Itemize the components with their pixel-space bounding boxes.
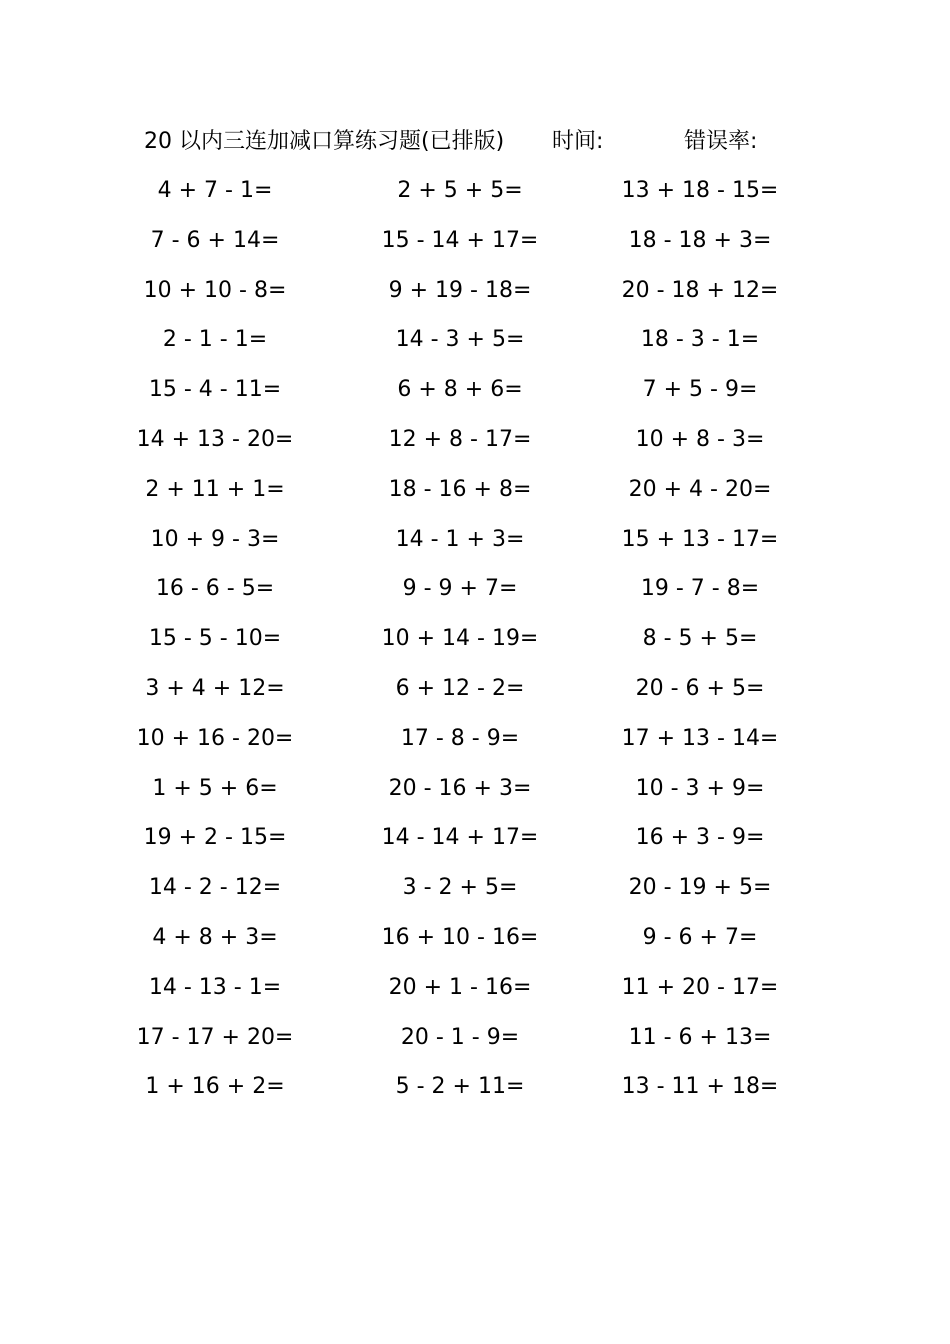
problem-item: 20 - 1 - 9= (400, 1024, 520, 1050)
problem-row (0, 270, 950, 320)
problem-row (0, 469, 950, 519)
problem-item: 7 - 6 + 14= (150, 227, 280, 253)
problem-item: 2 + 11 + 1= (145, 476, 285, 502)
problem-row (0, 1066, 950, 1116)
problem-row (0, 817, 950, 867)
problem-item: 15 - 5 - 10= (148, 626, 282, 652)
problem-item: 14 - 2 - 12= (148, 875, 282, 901)
problem-item: 20 - 19 + 5= (628, 875, 772, 901)
problem-item: 18 - 3 - 1= (640, 327, 760, 353)
problem-item: 11 + 20 - 17= (621, 974, 779, 1000)
problem-item: 16 + 3 - 9= (635, 825, 765, 851)
problem-row (0, 369, 950, 419)
problem-item: 12 + 8 - 17= (388, 426, 532, 452)
problem-item: 17 - 8 - 9= (400, 725, 520, 751)
problem-item: 10 - 3 + 9= (635, 775, 765, 801)
problem-item: 19 - 7 - 8= (640, 576, 760, 602)
problem-item: 14 - 3 + 5= (395, 327, 525, 353)
problem-row (0, 568, 950, 618)
problem-item: 13 + 18 - 15= (621, 178, 779, 203)
error-rate-label: 错误率: (684, 129, 758, 154)
worksheet-header (144, 124, 844, 160)
problem-item: 17 - 17 + 20= (136, 1024, 294, 1050)
problem-item: 17 + 13 - 14= (621, 725, 779, 751)
problem-item: 14 - 13 - 1= (148, 974, 282, 1000)
problem-item: 6 + 12 - 2= (395, 675, 525, 701)
problem-item: 4 + 7 - 1= (157, 178, 273, 203)
problem-item: 8 - 5 + 5= (642, 626, 758, 652)
problem-row (0, 1017, 950, 1067)
problem-item: 9 - 6 + 7= (642, 924, 758, 950)
problem-item: 3 - 2 + 5= (402, 875, 518, 901)
problem-item: 18 - 18 + 3= (628, 227, 772, 253)
problem-item: 16 - 6 - 5= (155, 576, 275, 602)
problem-item: 20 + 4 - 20= (628, 476, 772, 502)
problem-item: 6 + 8 + 6= (397, 377, 523, 403)
problem-item: 14 - 1 + 3= (395, 526, 525, 552)
problem-row (0, 718, 950, 768)
problem-item: 7 + 5 - 9= (642, 377, 758, 403)
problem-item: 10 + 9 - 3= (150, 526, 280, 552)
problem-row (0, 170, 950, 220)
problem-row (0, 917, 950, 967)
problem-item: 14 + 13 - 20= (136, 426, 294, 452)
problem-item: 15 - 4 - 11= (148, 377, 282, 403)
problem-item: 1 + 16 + 2= (145, 1074, 285, 1100)
problem-row (0, 867, 950, 917)
problem-grid (0, 170, 950, 1116)
problem-item: 15 - 14 + 17= (381, 227, 539, 253)
problem-item: 2 + 5 + 5= (397, 178, 523, 203)
problem-item: 20 + 1 - 16= (388, 974, 532, 1000)
problem-row (0, 319, 950, 369)
problem-item: 20 - 6 + 5= (635, 675, 765, 701)
problem-item: 19 + 2 - 15= (143, 825, 287, 851)
problem-item: 20 - 18 + 12= (621, 277, 779, 303)
time-label: 时间: (552, 129, 604, 154)
worksheet-title: 20 以内三连加减口算练习题(已排版) (144, 129, 505, 154)
problem-row (0, 668, 950, 718)
problem-item: 4 + 8 + 3= (152, 924, 278, 950)
problem-item: 14 - 14 + 17= (381, 825, 539, 851)
problem-row (0, 220, 950, 270)
problem-item: 15 + 13 - 17= (621, 526, 779, 552)
problem-item: 3 + 4 + 12= (145, 675, 285, 701)
problem-item: 16 + 10 - 16= (381, 924, 539, 950)
problem-item: 10 + 14 - 19= (381, 626, 539, 652)
problem-item: 18 - 16 + 8= (388, 476, 532, 502)
problem-item: 13 - 11 + 18= (621, 1074, 779, 1100)
problem-item: 9 - 9 + 7= (402, 576, 518, 602)
problem-row (0, 618, 950, 668)
problem-item: 10 + 10 - 8= (143, 277, 287, 303)
problem-item: 2 - 1 - 1= (162, 327, 268, 353)
problem-item: 11 - 6 + 13= (628, 1024, 772, 1050)
problem-row (0, 519, 950, 569)
problem-row (0, 419, 950, 469)
problem-item: 20 - 16 + 3= (388, 775, 532, 801)
problem-item: 10 + 8 - 3= (635, 426, 765, 452)
problem-item: 10 + 16 - 20= (136, 725, 294, 751)
problem-item: 1 + 5 + 6= (152, 775, 278, 801)
problem-row (0, 768, 950, 818)
problem-row (0, 967, 950, 1017)
problem-item: 5 - 2 + 11= (395, 1074, 525, 1100)
problem-item: 9 + 19 - 18= (388, 277, 532, 303)
